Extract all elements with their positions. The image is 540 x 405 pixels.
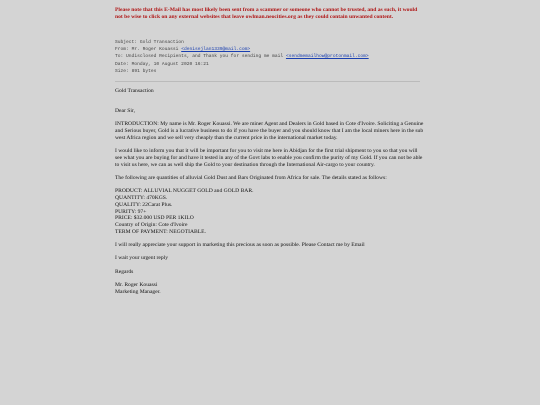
to-header bbox=[115, 53, 425, 60]
support-paragraph: I will really appreciate your support in marketing this precious as soon as possible. Please Contact me by Email bbox=[115, 242, 365, 249]
signature-title: Marketing Manager. bbox=[115, 288, 161, 295]
size-header bbox=[115, 68, 425, 75]
detail-line: PRICE: $32.000 USD PER 1KILO bbox=[115, 215, 194, 222]
detail-line: TERM OF PAYMENT: NEGOTIABLE. bbox=[115, 228, 206, 235]
to-email-link[interactable]: <sendmemailhow@protonmail.com> bbox=[285, 54, 369, 60]
date-label: Date: bbox=[115, 61, 129, 67]
detail-line: Country of Origin: Cote d'Ivoire bbox=[115, 221, 188, 228]
from-email-link[interactable]: <denisejlan1339@mail.com> bbox=[181, 47, 251, 53]
subject-header bbox=[115, 39, 425, 46]
visit-paragraph: I would like to inform you that it will be important for you to visit me here in Abidjan for the first trial shipment to you so that you will see what you are buying for and have it tested in any of the Govt labs to enable you confirm the purity of my Gold. If you can not be able to visit us here, we can as well ship the Gold to your destination through the International Air-cargo to your country. bbox=[115, 148, 423, 168]
to-label: To: bbox=[115, 54, 124, 60]
email-headers bbox=[115, 39, 425, 75]
reply-paragraph: I wait your urgent reply bbox=[115, 255, 169, 262]
detail-line: PRODUCT: ALLUVIAL NUGGET GOLD and GOLD BAR. bbox=[115, 188, 254, 195]
detail-line: QUANTITY: 470KGS. bbox=[115, 195, 168, 202]
from-header bbox=[115, 46, 425, 53]
intro-paragraph: INTRODUCTION: My name is Mr. Roger Kouassi. We are miner Agent and Dealers in Gold based in Cote d'Ivoire. Soliciting a Genuine and Serious buyer, Gold is a lucrative business to do if you have the buyer and you should know that I am the local miners here in the sub west Africa region and we sell very cheaply than the current price in the international market today. bbox=[115, 121, 424, 141]
date-value: Monday, 10 August 2020 16:21 bbox=[131, 61, 209, 67]
from-name: Mr. Roger Kouassi bbox=[131, 47, 179, 53]
signature bbox=[115, 282, 425, 295]
header-divider bbox=[115, 81, 420, 82]
quantities-paragraph: The following are quantities of alluvial Gold Dust and Bars Originated from Africa for sale. The details stated as follows: bbox=[115, 175, 387, 182]
product-details bbox=[115, 188, 425, 235]
detail-line: QUALITY: 22Carat Plus. bbox=[115, 201, 173, 208]
closing: Regards bbox=[115, 268, 134, 275]
signature-name: Mr. Roger Kouassi bbox=[115, 282, 158, 289]
subject-label: Subject: bbox=[115, 40, 138, 45]
size-value: 891 bytes bbox=[131, 68, 157, 74]
email-body bbox=[115, 88, 425, 302]
size-label: Size: bbox=[115, 68, 129, 74]
date-header bbox=[115, 61, 425, 68]
to-value: Undisclosed Recipients, and Thank you for sending me mail bbox=[126, 54, 284, 60]
scam-warning: Please note that this E-Mail has most likely been sent from a scammer or someone who cannot be trusted, and as such, it would not be wise to click on any external websites that leave owlman.neocities.org as they could contain unwanted content. bbox=[115, 7, 418, 20]
from-label: From: bbox=[115, 47, 129, 53]
greeting: Dear Sir, bbox=[115, 108, 135, 115]
subject-value: Gold Transaction bbox=[139, 40, 184, 45]
detail-line: PURITY: 97+ bbox=[115, 208, 147, 215]
body-subject: Gold Transaction bbox=[115, 88, 154, 94]
